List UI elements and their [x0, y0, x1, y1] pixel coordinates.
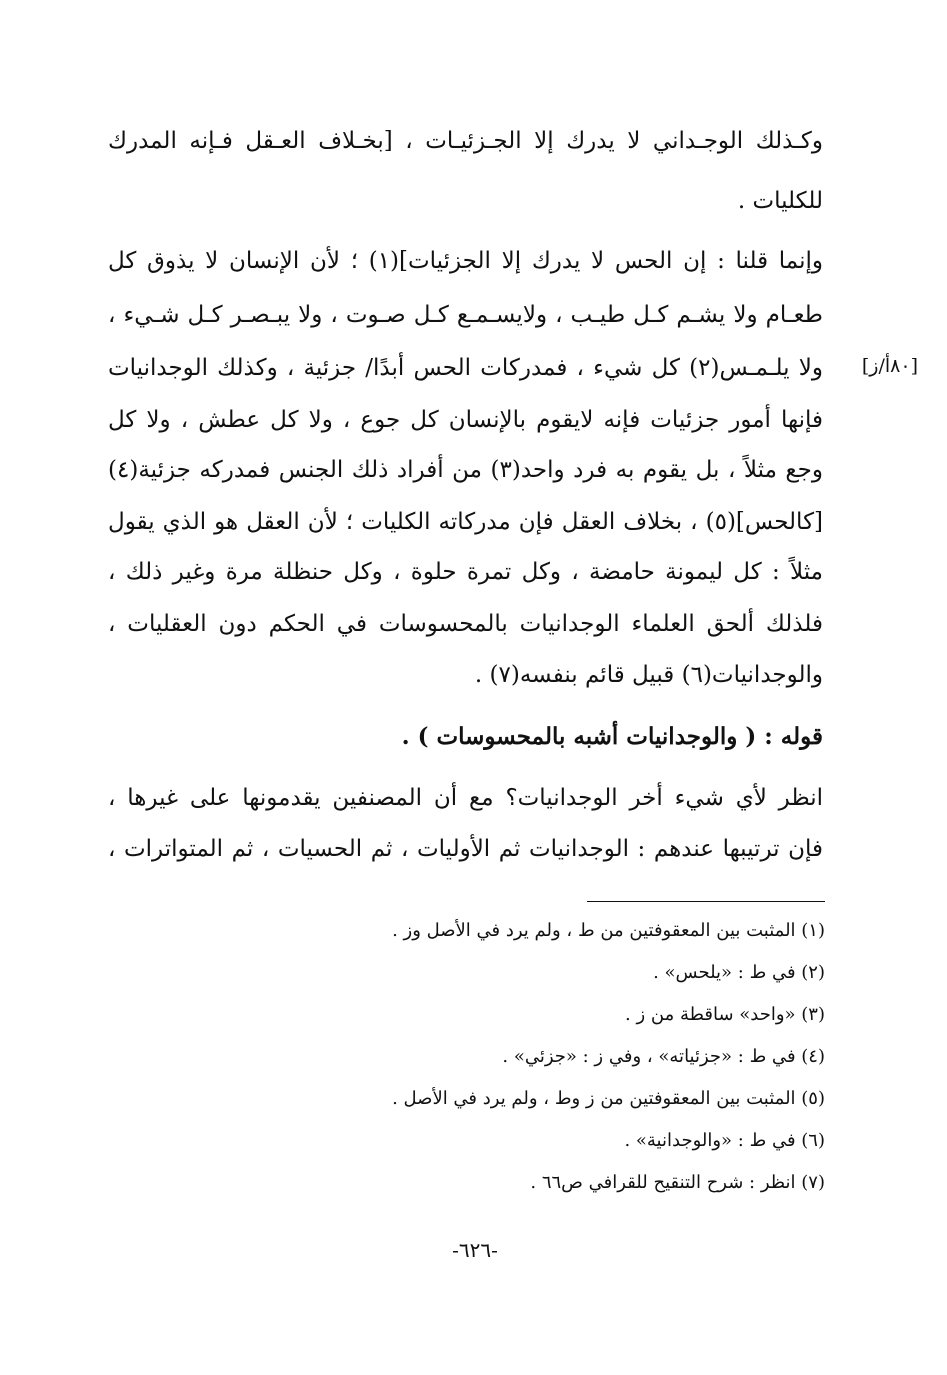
footnote: (٤) في ط : «جزئياته» ، وفي ز : «جزئي» . — [502, 1046, 825, 1067]
footnote: (٧) انظر : شرح التنقيح للقرافي ص٦٦ . — [530, 1172, 825, 1193]
footnote: (١) المثبت بين المعقوفتين من ط ، ولم يرد في الأصل وز . — [392, 920, 825, 941]
footnote: (٦) في ط : «والوجدانية» . — [624, 1130, 825, 1151]
footnote-divider — [587, 901, 825, 902]
text-line: مثلاً : كل ليمونة حامضة ، وكل تمرة حلوة ، وكل حنظلة مرة وغير ذلك ، — [108, 559, 823, 585]
text-line: فإنها أمور جزئيات فإنه لايقوم بالإنسان كل جوع ، ولا كل عطش ، ولا كل — [108, 407, 823, 433]
text-line: انظر لأي شيء أخر الوجدانيات؟ مع أن المصنفين يقدمونها على غيرها ، — [108, 785, 823, 811]
footnote: (٥) المثبت بين المعقوفتين من ز وط ، ولم يرد في الأصل . — [392, 1088, 825, 1109]
text-line: والوجدانيات(٦) قبيل قائم بنفسه(٧) . — [474, 662, 823, 688]
manuscript-folio-marker: [٨٠أ/ز] — [861, 355, 918, 377]
text-line: وكـذلك الوجـداني لا يدرك إلا الجـزئيـات ، [بخـلاف العـقل فـإنه المدرك — [108, 128, 823, 154]
text-line: فإن ترتيبها عندهم : الوجدانيات ثم الأوليات ، ثم الحسيات ، ثم المتواترات ، — [108, 836, 823, 862]
page-number: -٦٢٦- — [452, 1238, 498, 1262]
text-line: للكليات . — [737, 188, 823, 214]
text-line: وإنما قلنا : إن الحس لا يدرك إلا الجزئيات](١) ؛ لأن الإنسان لا يذوق كل — [108, 248, 823, 274]
text-line: ولا يلـمـس(٢) كل شيء ، فمدركات الحس أبدًا/ جزئية ، وكذلك الوجدانيات — [108, 355, 823, 381]
text-line: فلذلك ألحق العلماء الوجدانيات بالمحسوسات في الحكم دون العقليات ، — [108, 611, 823, 637]
text-line: وجع مثلاً ، بل يقوم به فرد واحد(٣) من أفراد ذلك الجنس فمدركه جزئية(٤) — [108, 457, 823, 483]
section-heading: قوله : ( والوجدانيات أشبه بالمحسوسات ) . — [401, 723, 823, 750]
text-line: طعـام ولا يشـم كـل طيـب ، ولايسـمـع كـل صـوت ، ولا يبـصـر كـل شـيء ، — [108, 302, 823, 328]
footnote: (٢) في ط : «يلحس» . — [653, 962, 825, 983]
text-line: [كالحس](٥) ، بخلاف العقل فإن مدركاته الكليات ؛ لأن العقل هو الذي يقول — [108, 509, 823, 535]
footnote: (٣) «واحد» ساقطة من ز . — [625, 1004, 825, 1025]
